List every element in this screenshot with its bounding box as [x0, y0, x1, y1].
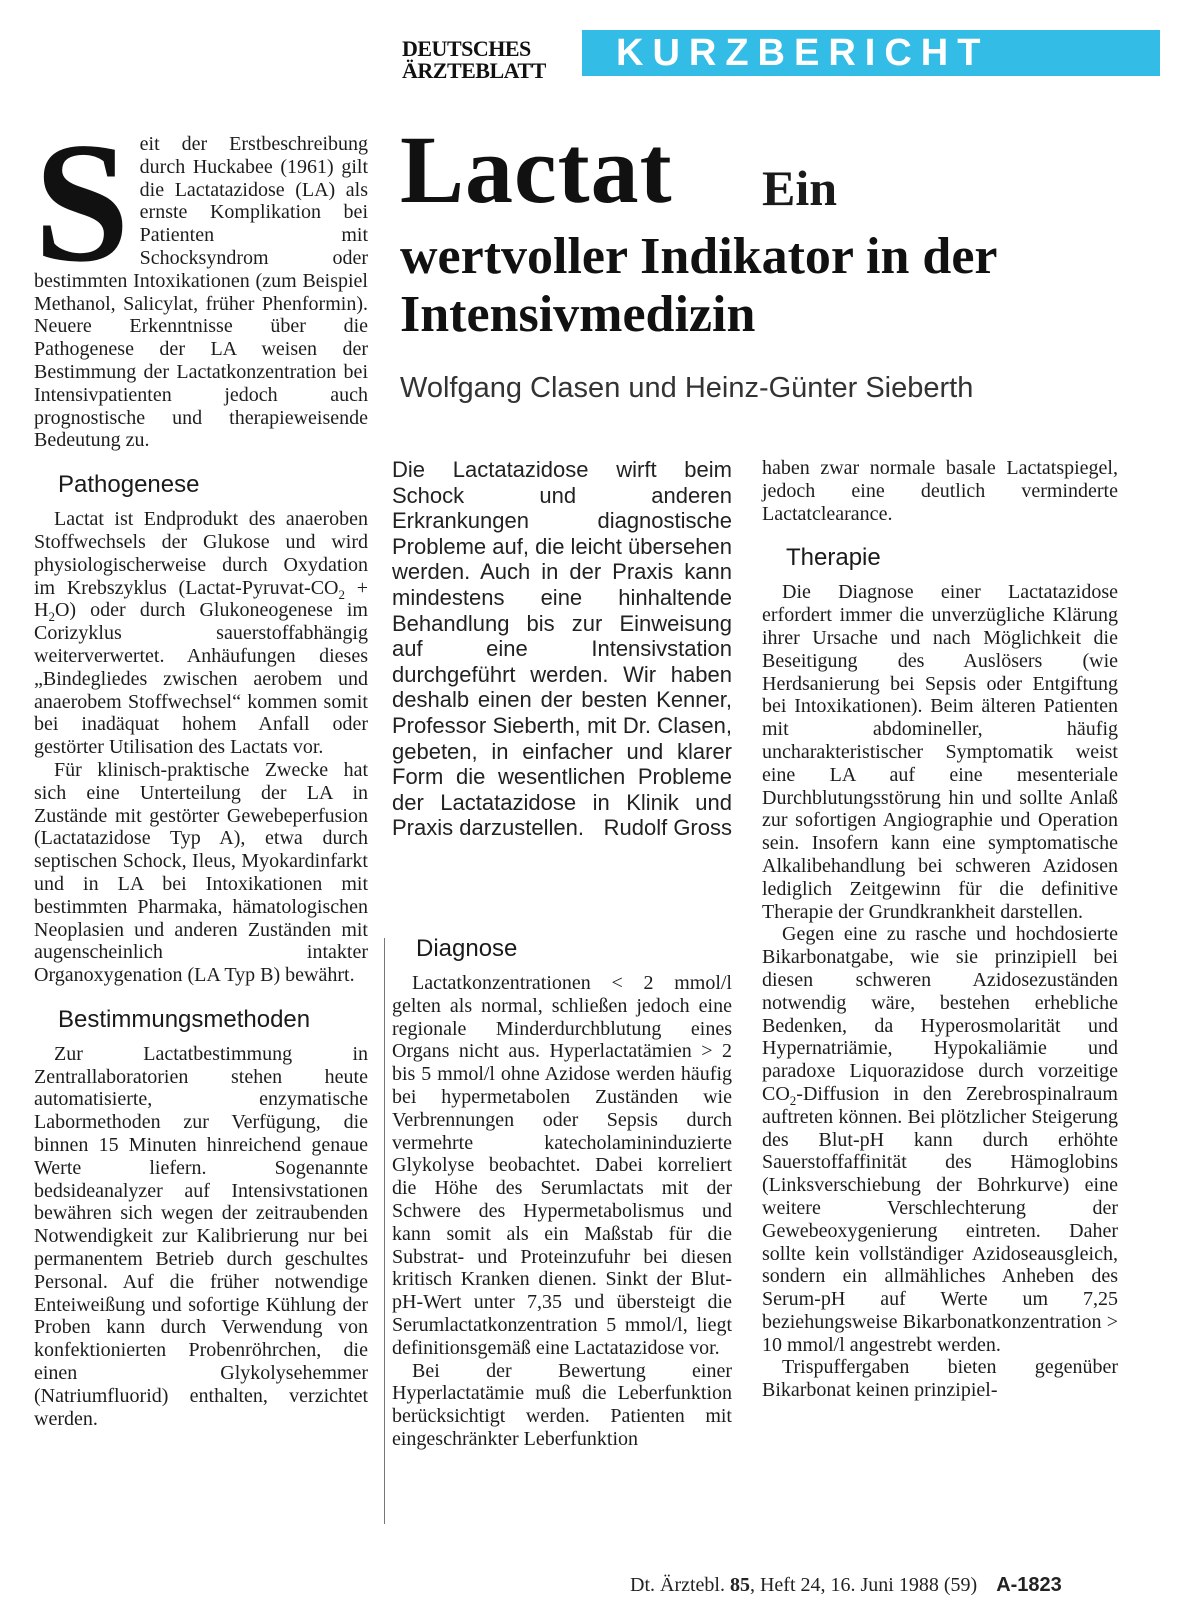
footer-journal: Dt. Ärztebl.	[630, 1574, 725, 1596]
intro-text: eit der Erstbeschreibung durch Huckabee (1961) gilt die Lactatazidose (LA) als ernste Komplikation bei Patienten mit Schocksyndrom oder bestimmten Intoxikationen (zum Beispiel Methanol, Salicylat, früher Phenformin). Neuere Erkenntnisse über die Pathogenese der LA weisen der Bestimmung der Lactatkonzentration bei Intensivpatienten jedoch auch prognostische und therapieweisende Bedeutung zu.	[34, 133, 368, 452]
heading-pathogenese: Pathogenese	[58, 471, 200, 499]
section-banner: KURZBERICHT	[582, 30, 1160, 76]
pathogenese-paragraph-2: Für klinisch-praktische Zwecke hat sich eine Unterteilung der LA in Zustände mit gestörter Gewebeperfusion (Lactatazidose Typ A), etwa durch septischen Schock, Ileus, Myokardinfarkt und in LA bei Intoxikationen mit bestimmten Pharmaka, hämatologischen Neoplasien und anderen Zuständen mit augenscheinlich intakter Organoxygenation (LA Typ B) bewährt.	[34, 758, 368, 987]
footer-issue: , Heft 24, 16. Juni 1988 (59)	[749, 1574, 978, 1596]
therapie-paragraph-3: Trispuffergaben bieten gegenüber Bikarbonat keinen prinzipiel-	[762, 1356, 1118, 1402]
editorial-text: Die Lactatazidose wirft beim Schock und anderen Erkrankungen diagnostische Probleme auf, die leicht übersehen werden. Auch in der Praxis kann mindestens eine hinhaltende Behandlung bis zur Einweisung auf eine Intensivstation durchgeführt werden. Wir haben deshalb einen der besten Kenner, Professor Sieberth, mit Dr. Clasen, gebeten, in einfacher und klarer Form die wesentlichen Probleme der Lactatazidose in Klinik und Praxis darzustellen.	[392, 457, 732, 841]
article-subtitle: wertvoller Indikator in der Intensivmedizin	[400, 228, 997, 343]
page-footer	[630, 1574, 1062, 1597]
article-title-ein: Ein	[762, 160, 838, 216]
column-1	[34, 108, 368, 1430]
page-number: A-1823	[996, 1574, 1062, 1596]
article-title: Lactat	[400, 116, 673, 223]
editorial-note	[392, 457, 732, 841]
journal-logo	[402, 38, 570, 82]
column-3-continuation: haben zwar normale basale Lactatspiegel, jedoch eine deutlich verminderte Lactatclearance.	[762, 457, 1118, 525]
heading-therapie: Therapie	[786, 544, 881, 572]
diagnose-paragraph-2: Bei der Bewertung einer Hyperlactatämie muß die Leberfunktion berücksichtigt werden. Patienten mit eingeschränkter Leberfunktion	[392, 1359, 732, 1450]
pathogenese-paragraph-1: Lactat ist Endprodukt des anaeroben Stoffwechsels der Glukose und wird physiologischerweise durch Oxydation im Krebszyklus $(Lactat-Pyruvat-CO_2 + H_2O)$ oder durch Glukoneogenese im Corizyklus sauerstoffabhängig weiterverwertet. Anhäufungen dieses „Bindegliedes zwischen aerobem und anaerobem Stoffwechsel“ kommen somit bei inadäquat hohem Anfall oder gestörter Utilisation des Lactats vor.	[34, 508, 368, 759]
drop-cap: S	[34, 108, 130, 298]
logo-line-1: DEUTSCHES	[402, 36, 531, 61]
intro-paragraph	[34, 108, 368, 452]
column-2	[392, 916, 732, 1451]
footer-volume: 85	[729, 1574, 750, 1596]
editorial-signature: Rudolf Gross	[603, 815, 732, 841]
article-authors: Wolfgang Clasen und Heinz-Günter Sieberth	[400, 372, 974, 404]
column-3	[762, 457, 1118, 1402]
bestimmung-paragraph-1: Zur Lactatbestimmung in Zentrallaboratorien stehen heute automatisierte, enzymatische Labormethoden zur Verfügung, die binnen 15 Minuten hinreichend genaue Werte liefern. Sogenannte bedsideanalyzer auf Intensivstationen bewähren sich wegen der zeitraubenden Notwendigkeit zur Kalibrierung nur bei permanentem Betrieb durch geschultes Personal. Auf die früher notwendige Enteiweißung und sofortige Kühlung der Proben kann durch Verwendung von konfektionierten Probenröhrchen, die einen Glykolysehemmer (Natriumfluorid) enthalten, verzichtet werden.	[34, 1042, 368, 1430]
heading-diagnose: Diagnose	[416, 935, 518, 962]
column-divider	[384, 938, 385, 1524]
logo-line-2: ÄRZTEBLATT	[402, 58, 546, 83]
diagnose-paragraph-1: Lactatkonzentrationen < 2 mmol/l gelten als normal, schließen jedoch eine regionale Minderdurchblutung eines Organs nicht aus. Hyperlactatämien > 2 bis 5 mmol/l ohne Azidose werden häufig bei hypermetabolen Zuständen wie Verbrennungen oder Sepsis durch vermehrte katecholamininduzierte Glykolyse beobachtet. Dabei korreliert die Höhe des Serumlactats mit der Schwere des Hypermetabolismus und kann somit als ein Maßstab für die Substrat- und Proteinzufuhr bei diesen kritisch Kranken dienen. Sinkt der Blut-pH-Wert unter 7,35 und übersteigt die Serumlactatkonzentration 5 mmol/l, liegt definitionsgemäß eine Lactatazidose vor.	[392, 972, 732, 1359]
therapie-paragraph-2: Gegen eine zu rasche und hochdosierte Bikarbonatgabe, wie sie prinzipiell bei diesen schweren Azidosezuständen notwendig wäre, bestehen erhebliche Bedenken, da Hyperosmolarität und Hypernatriämie, Hypokaliämie und paradoxe Liquorazidose durch vorzeitige $CO_2$-Diffusion in den Zerebrospinalraum auftreten können. Bei plötzlicher Steigerung des Blut-pH kann durch erhöhte Sauerstoffaffinität des Hämoglobins (Linksverschiebung der Bohrkurve) eine weitere Verschlechterung der Gewebeoxygenierung eintreten. Daher sollte kein vollständiger Azidoseausgleich, sondern ein allmähliches Anheben des Serum-pH auf Werte um 7,25 beziehungsweise Bikarbonatkonzentration > 10 mmol/l angestrebt werden.	[762, 923, 1118, 1356]
heading-bestimmungsmethoden: Bestimmungsmethoden	[58, 1005, 311, 1033]
therapie-paragraph-1: Die Diagnose einer Lactatazidose erfordert immer die unverzügliche Klärung ihrer Ursache und nach Möglichkeit die Beseitigung des Auslösers (wie Herdsanierung bei Sepsis oder Entgiftung bei Intoxikationen). Beim älteren Patienten mit abdomineller, häufig uncharakteristischer Symptomatik weist eine LA auf eine mesenteriale Durchblutungsstörung hin und sollte Anlaß zur sofortigen Angiographie und Operation sein. Insofern kann eine symptomatische Alkalibehandlung bei schweren Azidosen lediglich Zeitgewinn für die definitive Therapie der Grundkrankheit darstellen.	[762, 581, 1118, 923]
